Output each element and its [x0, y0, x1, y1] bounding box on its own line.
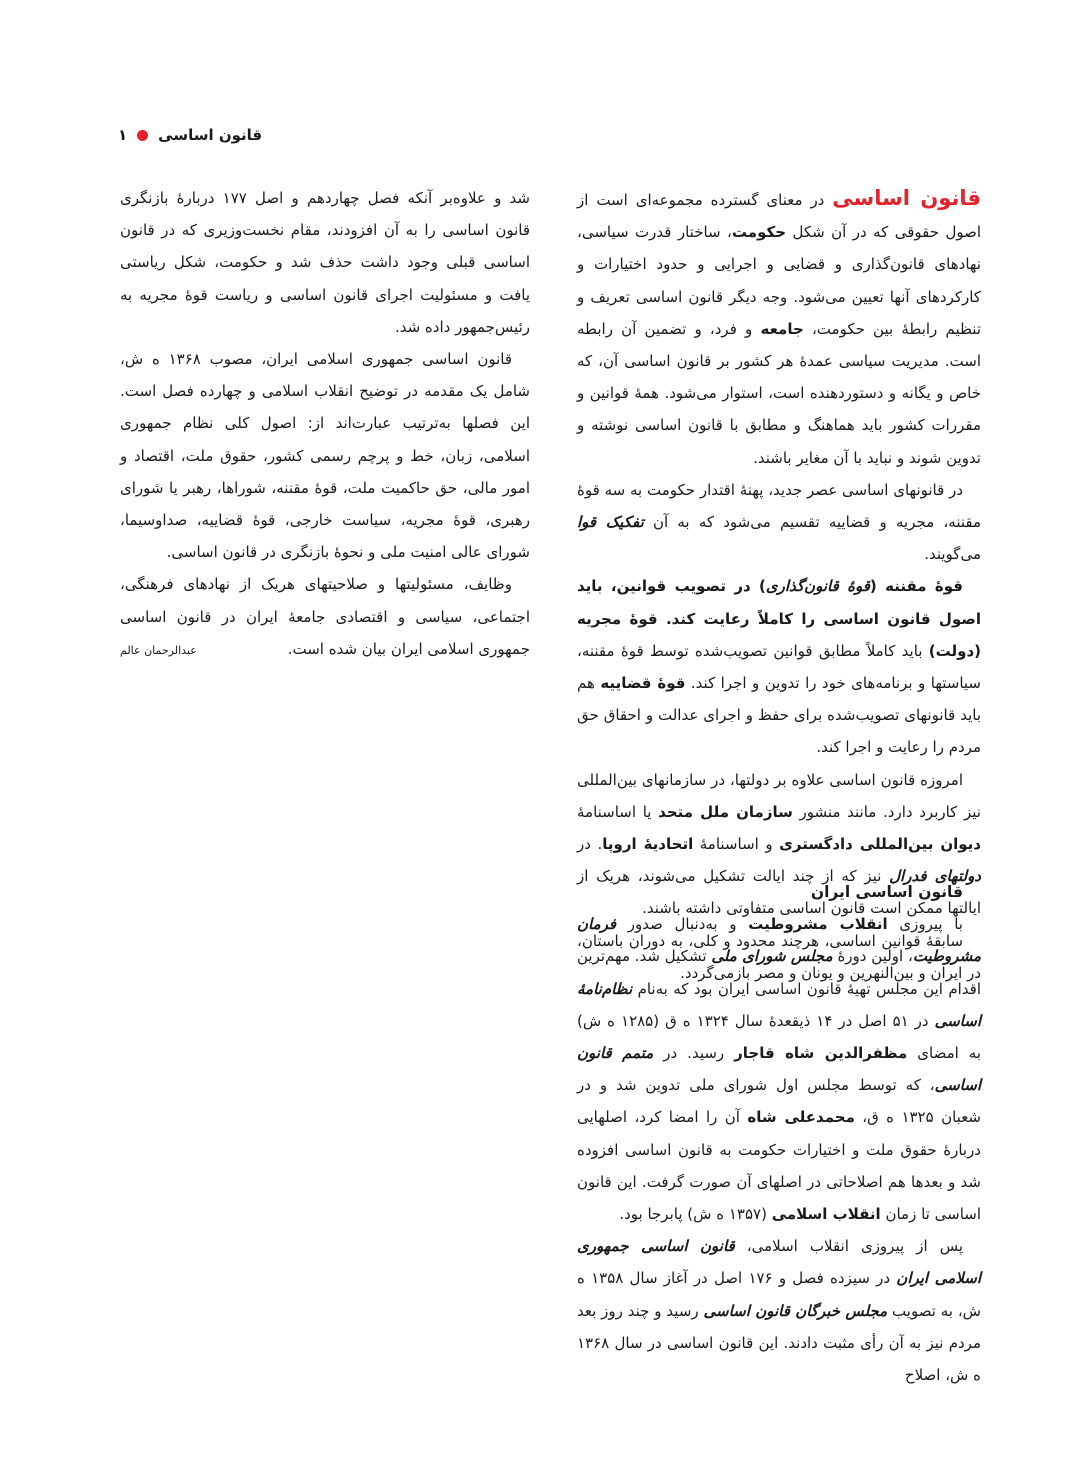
paragraph-separation: در قانونهای اساسی عصر جدید، پهنهٔ اقتدار حکومت به سه قوهٔ مقننه، مجریه و قضاییه تقسیم می‌شود که به آن تفکیک قوا می‌گویند.	[577, 480, 982, 564]
term-separation: تفکیک قوا	[577, 513, 644, 532]
paragraph-islamic-republic: پس از پیروزی انقلاب اسلامی، قانون اساسی جمهوری اسلامی ایران در سیزده فصل و ۱۷۶ اصل در آغاز سال ۱۳۵۸ ه‌ ش، به تصویب مجلس خبرگان قانون اساسی رسید و چند روز بعد مردم نیز به آن رأی مثبت دادند. این قانون اساسی در سال ۱۳۶۸ ه‌ ش، اصلاح	[577, 1237, 981, 1385]
paragraph-history: سابقهٔ قوانین اساسی، هرچند محدود و کلی، به دوران باستان، در ایران و بین‌النهرین و یونان و مصر بازمی‌گردد.	[577, 931, 981, 982]
paragraph-intro: قانون اساسی در معنای گسترده مجموعه‌ای است از اصول حقوقی که در آن شکل حکومت، ساختار قدرت سیاسی، نهادهای قانون‌گذاری و قضایی و اجرایی و حدود اختیارات و کارکردهای آنها تعیین می‌شود. وجه دیگر قانون اساسی تعریف و تنظیم رابطهٔ بین حکومت، جامعه و فرد، و تضمین آن رابطه است. مدیریت سیاسی عمدهٔ هر کشور بر قانون اساسی آن، که خاص و یگانه و دستوردهنده است، استوار می‌شود. همهٔ قوانین و مقررات کشور باید هماهنگ و مطابق با قانون اساسی نوشته و تدوین شوند و نباید با آن مغایر باشند.	[577, 186, 981, 467]
paragraph-mashruteh: با پیروزی انقلاب مشروطیت و به‌دنبال صدور فرمان مشروطیت، اولین دورهٔ مجلس شورای ملی تشکیل شد. مهم‌ترین اقدام این مجلس تهیهٔ قانون اساسی ایران بود که به‌نام نظام‌نامهٔ اساسی در ۵۱ اصل در ۱۴ ذیقعدهٔ سال ۱۳۲۴ ه‌ ق (۱۲۸۵ ه‌ ش) به امضای مظفرالدین شاه قاجار رسید. در متمم قانون اساسی، که توسط مجلس اول شورای ملی تدوین شد و در شعبان ۱۳۲۵ ه‌ ق، محمدعلی شاه آن را امضا کرد، اصلهایی دربارهٔ حقوق ملت و اختیارات حکومت به قانون اساسی افزوده شد و بعدها هم اصلاحاتی در اصلهای آن صورت گرفت. این قانون اساسی تا زمان انقلاب اسلامی (۱۳۵۷ ه‌ ش) پابرجا بود.	[577, 915, 981, 1224]
page-number: ۱	[118, 126, 128, 144]
paragraph-branches: قوهٔ مقننه (قوهٔ قانون‌گذاری) در تصویب قوانین، باید اصول قانون اساسی را کاملاً رعایت کند. قوهٔ مجریه (دولت) باید کاملاً مطابق قوانین تصویب‌شده توسط قوهٔ مقننه، سیاستها و برنامه‌های خود را تدوین و اجرا کند. قوهٔ قضاییه هم باید قانونهای تصویب‌شده برای حفظ و اجرای عدالت و احقاق حق مردم را رعایت و اجرا کند.	[577, 577, 981, 757]
paragraph-duties: وظایف، مسئولیتها و صلاحیتهای هریک از نهادهای فرهنگی، اجتماعی، سیاسی و اقتصادی جامعهٔ ایران در قانون اساسی جمهوری اسلامی ایران بیان شده است.	[120, 575, 530, 658]
term-jameeh: جامعه	[760, 319, 804, 338]
right-column	[577, 182, 981, 989]
signature-row	[120, 644, 530, 667]
paragraph-chapters: قانون اساسی جمهوری اسلامی ایران، مصوب ۱۳۶۸ ه‌ ش، شامل یک مقدمه در توضیح انقلاب اسلامی و چهارده فصل است. این فصلها به‌ترتیب عبارت‌اند از: اصول کلی نظام جمهوری اسلامی، زبان، خط و پرچم رسمی کشور، حقوق ملت، اقتصاد و امور مالی، حق حاکمیت ملت، قوهٔ مقننه، شوراها، رهبر یا شورای رهبری، قوهٔ مجریه، سیاست خارجی، قوهٔ قضاییه، صداوسیما، شورای عالی امنیت ملی و نحوهٔ بازنگری در قانون اساسی.	[120, 350, 530, 562]
term-hokumat: حکومت	[731, 223, 787, 242]
page-header	[118, 126, 262, 144]
lead-term: قانون اساسی	[832, 186, 981, 210]
section-title: قانون اساسی ایران	[810, 883, 963, 901]
left-column	[120, 182, 530, 667]
section-iran	[577, 876, 981, 1391]
author-name: عبدالرحمان عالم	[120, 644, 197, 658]
running-title: قانون اساسی	[158, 126, 263, 144]
paragraph-international: امروزه قانون اساسی علاوه بر دولتها، در سازمانهای بین‌المللی نیز کاربرد دارد. مانند منشور سازمان ملل متحد یا اساسنامهٔ دیوان بین‌المللی دادگستری و اساسنامهٔ اتحادیهٔ اروپا. در دولتهای فدرال نیز که از چند ایالت تشکیل می‌شوند، هریک از ایالتها ممکن است قانون اساسی متفاوتی داشته باشند.	[577, 770, 982, 918]
paragraph-amendment: شد و علاوه‌بر آنکه فصل چهاردهم و اصل ۱۷۷ دربارهٔ بازنگری قانون اساسی را به آن افزودند، مقام نخست‌وزیری که در قانون اساسی قبلی وجود داشت حذف شد و حکومت، شکل ریاستی یافت و مسئولیت اجرای قانون اساسی و ریاست قوهٔ مجریه به رئیس‌جمهور داده شد.	[120, 189, 530, 336]
red-dot-icon	[137, 130, 148, 141]
